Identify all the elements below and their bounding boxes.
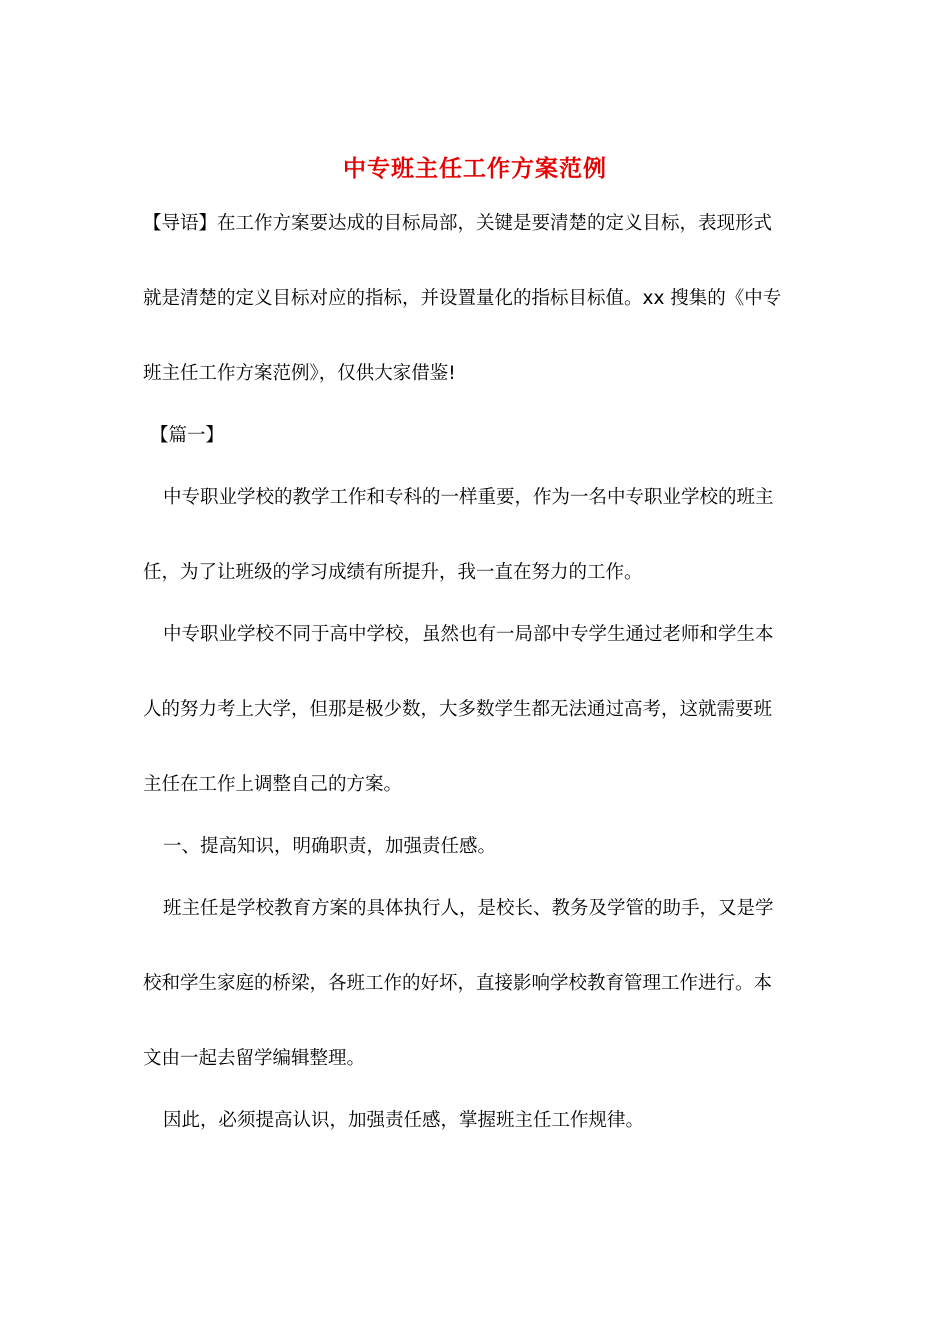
section-heading: 【篇一】: [150, 425, 225, 446]
paragraph-line: 【导语】在工作方案要达成的目标局部，关键是要清楚的定义目标，表现形式: [143, 213, 773, 234]
paragraph-line: 主任在工作上调整自己的方案。: [143, 774, 403, 795]
paragraph-line: 班主任工作方案范例》，仅供大家借鉴!: [143, 363, 456, 384]
subheading: 一、提高知识，明确职责，加强责任感。: [163, 836, 497, 857]
paragraph-line: 人的努力考上大学，但那是极少数，大多数学生都无法通过高考，这就需要班: [143, 699, 773, 720]
paragraph-line: 文由一起去留学编辑整理。: [143, 1048, 366, 1069]
paragraph-line: 就是清楚的定义目标对应的指标，并设置量化的指标目标值。xx 搜集的《中专: [143, 288, 782, 309]
document-title: 中专班主任工作方案范例: [343, 155, 607, 182]
paragraph-line: 中专职业学校的教学工作和专科的一样重要，作为一名中专职业学校的班主: [163, 487, 774, 508]
paragraph-line: 任，为了让班级的学习成绩有所提升，我一直在努力的工作。: [143, 562, 643, 583]
paragraph-line: 因此，必须提高认识，加强责任感，掌握班主任工作规律。: [163, 1110, 645, 1131]
paragraph-line: 校和学生家庭的桥梁，各班工作的好坏，直接影响学校教育管理工作进行。本: [143, 973, 773, 994]
paragraph-line: 班主任是学校教育方案的具体执行人，是校长、教务及学管的助手，又是学: [163, 898, 774, 919]
paragraph-line: 中专职业学校不同于高中学校，虽然也有一局部中专学生通过老师和学生本: [163, 624, 774, 645]
